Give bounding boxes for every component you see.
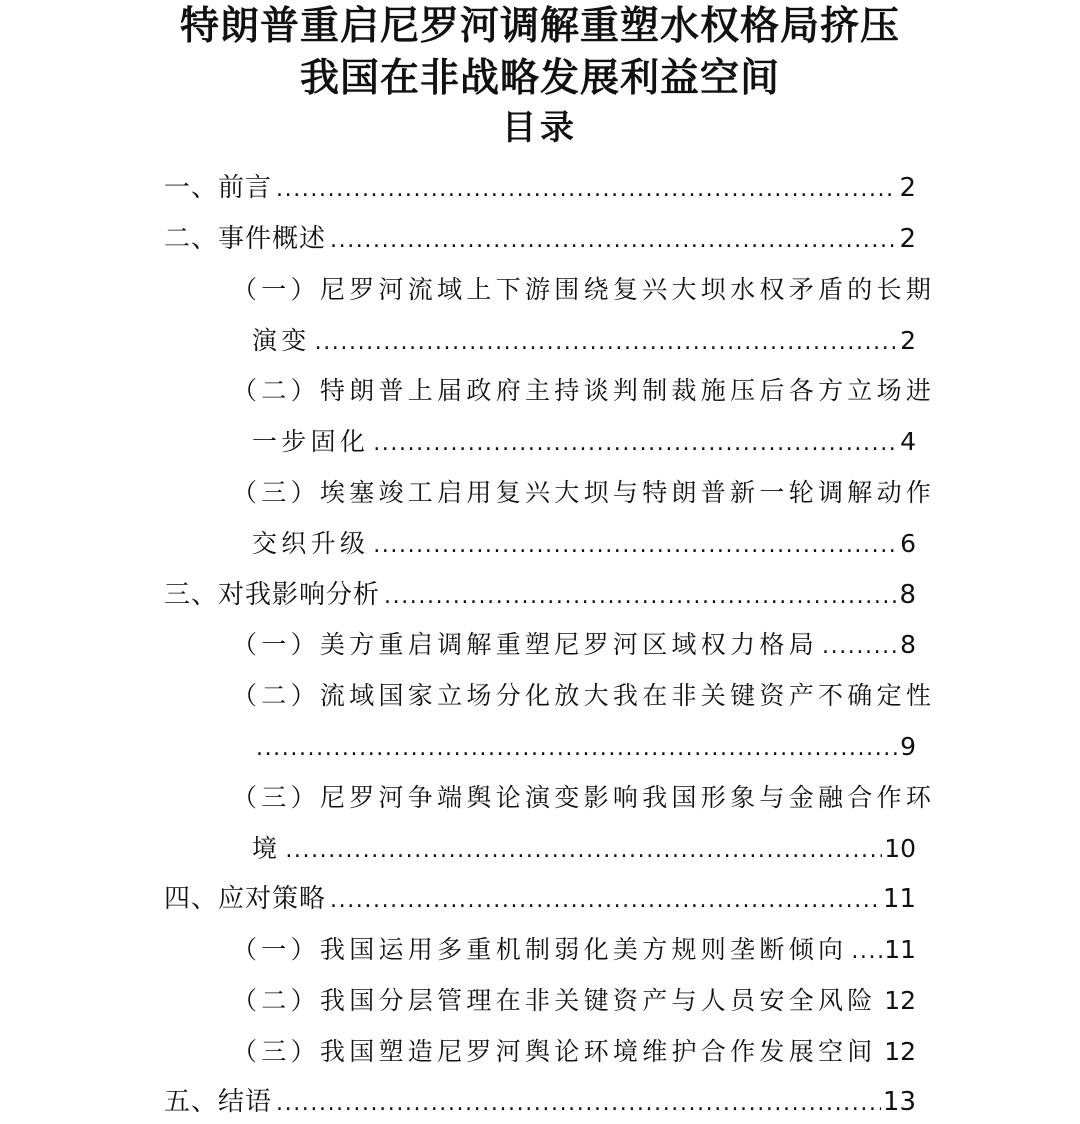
toc-subentry-3-2-line1[interactable] [232,676,936,716]
dot-leader [373,424,898,464]
toc-page-number: 12 [884,986,916,1015]
toc-entry-label: 五、结语 [164,1087,273,1117]
toc-entry-label: （一）美方重启调解重塑尼罗河区域权力格局 [232,630,819,659]
toc-subentry-3-1[interactable] [232,625,916,665]
dot-leader [276,1084,881,1124]
toc-heading: 目录 [502,108,578,148]
document-title-line1: 特朗普重启尼罗河调解重塑水权格局挤压 [179,3,900,49]
toc-page-number: 2 [899,173,916,203]
toc-subentry-2-1-line2[interactable] [252,321,916,361]
dot-leader [330,881,881,921]
toc-entry-label: 交织升级 [252,529,370,558]
dot-leader [881,983,883,1023]
toc-page-number: 12 [884,1037,916,1066]
toc-page-number: 10 [884,834,916,863]
toc-entry-label: （二）流域国家立场分化放大我在非关键资产不确定性 [232,681,936,710]
toc-subentry-2-1-line1[interactable] [232,270,936,310]
dot-leader [256,729,898,769]
toc-page-number: 8 [900,630,916,659]
toc-entry-label: 一、前言 [164,173,273,203]
dot-leader [373,526,898,566]
toc-subentry-2-2-line2[interactable] [252,422,916,462]
toc-page-number: 4 [900,427,916,456]
dot-leader [384,577,897,617]
toc-entry-preface[interactable] [164,168,916,208]
toc-subentry-4-1[interactable] [232,930,916,970]
toc-page-number: 6 [900,529,916,558]
toc-entry-label: （三）尼罗河争端舆论演变影响我国形象与金融合作环 [232,783,936,812]
toc-entry-label: 三、对我影响分析 [164,580,381,610]
toc-entry-label: （三）埃塞竣工启用复兴大坝与特朗普新一轮调解动作 [232,478,936,507]
toc-page-number: 13 [882,1087,916,1117]
toc-page-number: 2 [899,224,916,254]
toc-subentry-4-2[interactable] [232,981,916,1021]
toc-entry-label: 四、应对策略 [164,884,327,914]
toc-entry-label: （三）我国塑造尼罗河舆论环境维护合作发展空间 [232,1037,877,1066]
toc-entry-countermeasures[interactable] [164,879,916,919]
toc-subentry-3-2-line2[interactable] [252,727,916,767]
toc-entry-event-overview[interactable] [164,219,916,259]
toc-page-number: 2 [900,326,916,355]
toc-page-number: 11 [882,884,916,914]
toc-entry-label: （一）我国运用多重机制弱化美方规则垄断倾向 [232,935,848,964]
toc-page-number: 9 [900,732,916,761]
toc-entry-label: 演变 [252,326,311,355]
toc-entry-impact-analysis[interactable] [164,575,916,615]
dot-leader [881,1034,883,1074]
toc-subentry-3-3-line1[interactable] [232,778,936,818]
dot-leader [822,627,898,667]
toc-subentry-2-3-line2[interactable] [252,524,916,564]
document-title-line2: 我国在非战略发展利益空间 [299,55,780,101]
dot-leader [276,170,897,210]
dot-leader [315,323,898,363]
toc-subentry-3-3-line2[interactable] [252,829,916,869]
toc-entry-label: （一）尼罗河流域上下游围绕复兴大坝水权矛盾的长期 [232,275,936,304]
toc-page-number: 11 [884,935,916,964]
toc-subentry-2-3-line1[interactable] [232,473,936,513]
dot-leader [330,221,897,261]
toc-entry-label: （二）特朗普上届政府主持谈判制裁施压后各方立场进 [232,376,936,405]
toc-subentry-4-3[interactable] [232,1032,916,1072]
toc-entry-label: （二）我国分层管理在非关键资产与人员安全风险 [232,986,877,1015]
dot-leader [851,932,882,972]
toc-entry-label: 二、事件概述 [164,224,327,254]
toc-entry-label: 境 [252,834,282,863]
toc-subentry-2-2-line1[interactable] [232,371,936,411]
toc-entry-conclusion[interactable] [164,1082,916,1122]
toc-page-number: 8 [899,580,916,610]
dot-leader [285,831,882,871]
toc-entry-label: 一步固化 [252,427,370,456]
